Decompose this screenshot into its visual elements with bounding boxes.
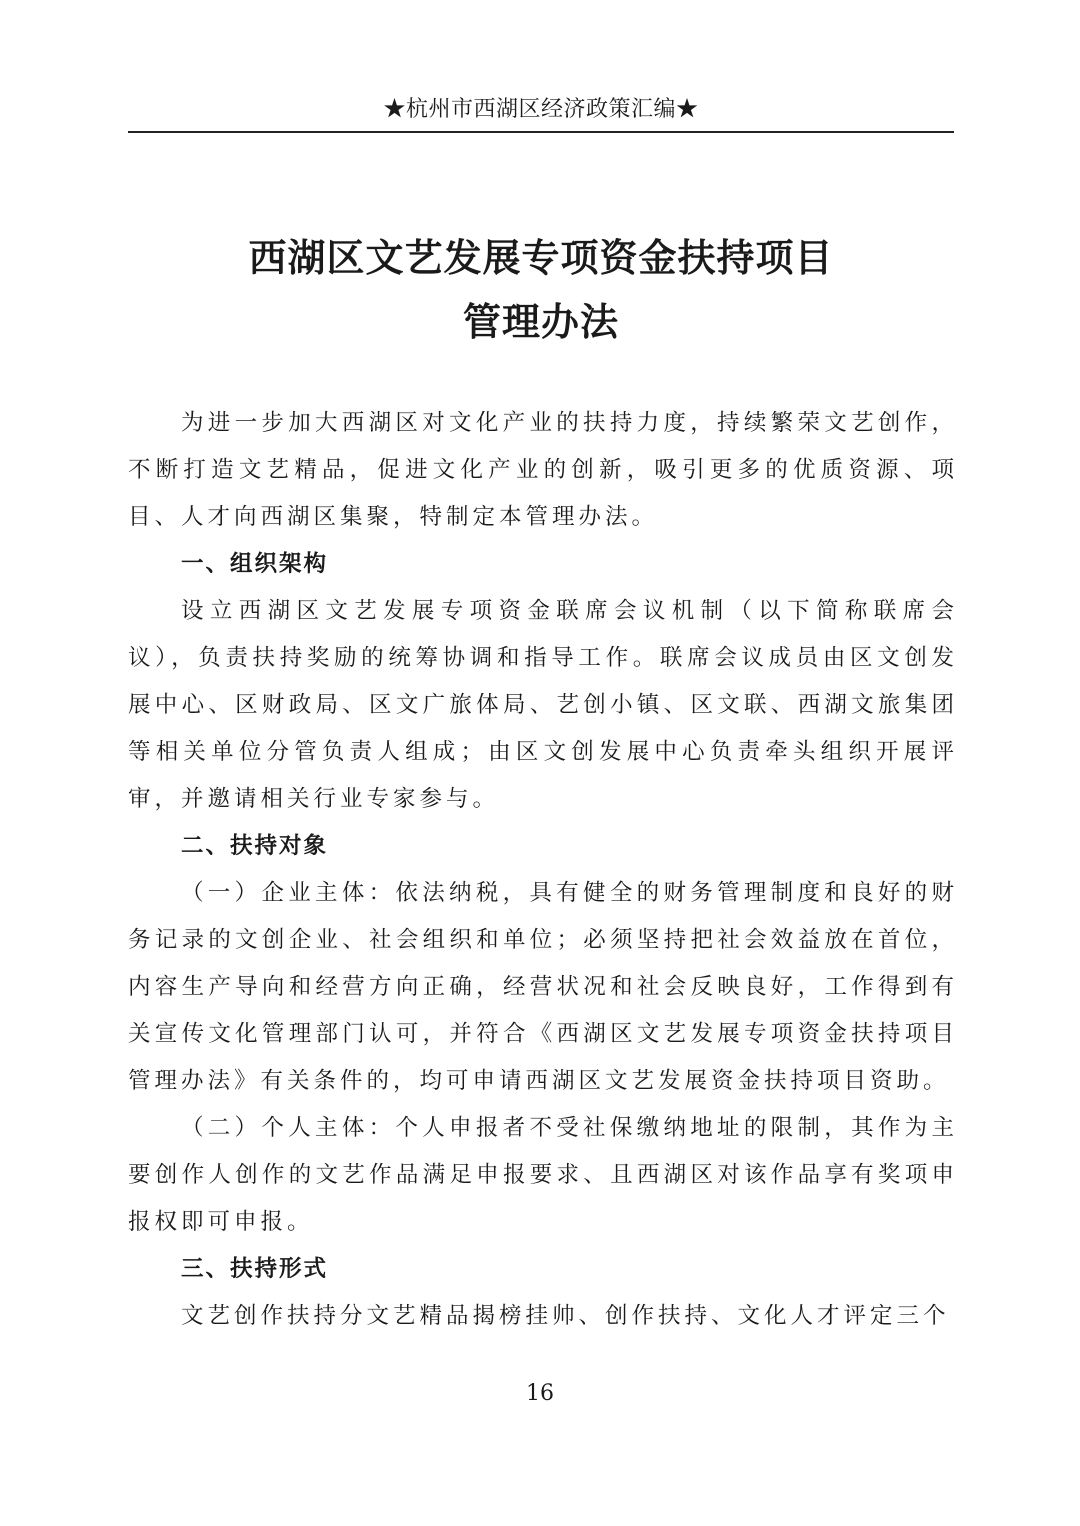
section-heading-organization: 一、组织架构 <box>181 551 329 577</box>
section-heading-support-targets: 二、扶持对象 <box>181 833 329 859</box>
section-heading-support-forms: 三、扶持形式 <box>181 1256 329 1282</box>
running-header: ★杭州市西湖区经济政策汇编★ <box>383 97 699 122</box>
intro-paragraph: 为进一步加大西湖区对文化产业的扶持力度，持续繁荣文艺创作，不断打造文艺精品，促进文化产业的创新，吸引更多的优质资源、项目、人才向西湖区集聚，特制定本管理办法。 <box>128 410 958 530</box>
section-support-targets-enterprise: （一）企业主体：依法纳税，具有健全的财务管理制度和良好的财务记录的文创企业、社会组织和单位；必须坚持把社会效益放在首位，内容生产导向和经营方向正确，经营状况和社会反映良好，工作得到有关宣传文化管理部门认可，并符合《西湖区文艺发展专项资金扶持项目管理办法》有关条件的，均可申请西湖区文艺发展资金扶持项目资助。 <box>128 880 958 1094</box>
section-support-targets-individual: （二）个人主体：个人申报者不受社保缴纳地址的限制，其作为主要创作人创作的文艺作品满足申报要求、且西湖区对该作品享有奖项申报权即可申报。 <box>128 1115 958 1235</box>
document-title <box>128 226 954 354</box>
document-body <box>128 400 958 1340</box>
page-number: 16 <box>526 1381 554 1406</box>
section-support-forms-paragraph: 文艺创作扶持分文艺精品揭榜挂帅、创作扶持、文化人才评定三个 <box>181 1303 950 1329</box>
section-organization-paragraph: 设立西湖区文艺发展专项资金联席会议机制（以下简称联席会议），负责扶持奖励的统筹协调和指导工作。联席会议成员由区文创发展中心、区财政局、区文广旅体局、艺创小镇、区文联、西湖文旅集团等相关单位分管负责人组成；由区文创发展中心负责牵头组织开展评审，并邀请相关行业专家参与。 <box>128 598 958 812</box>
document-title-line-2: 管理办法 <box>462 299 619 344</box>
document-title-line-1: 西湖区文艺发展专项资金扶持项目 <box>248 235 834 280</box>
header-divider <box>128 131 954 133</box>
